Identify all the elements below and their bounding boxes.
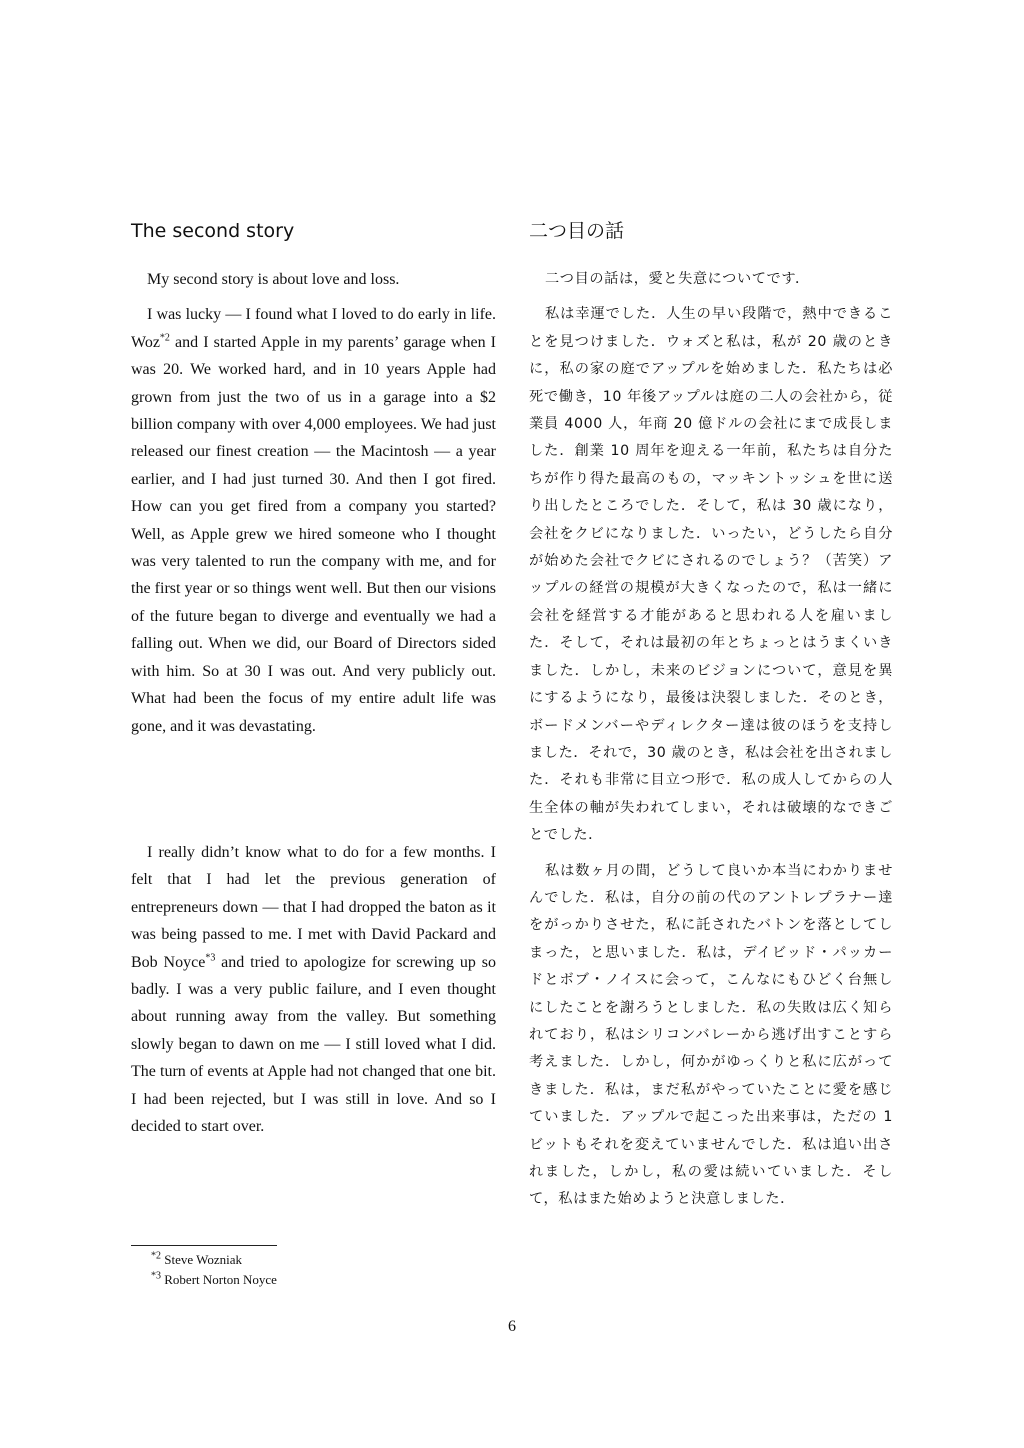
footnote-mark: *3	[151, 1270, 161, 1282]
paragraph-text: and tried to apologize for screwing up so badly. I was a very public failure, and I even thought about running away from the valley. But something slowly began to dawn on me — I still loved what I did. The turn of events at Apple had not changed that one bit. I had been rejected, but I was still in love. And so I decided to start over.	[131, 953, 497, 1135]
paragraph: 私は幸運でした．人生の早い段階で，熱中できることを見つけました．ウォズと私は，私が 20 歳のときに，私の家の庭でアップルを始めました．私たちは必死で働き，10 年後アップルは庭の二人の会社から，従業員 4000 人，年商 20 億ドルの会社にまで成長しました．創業 10 周年を迎える一年前，私たちは自分たちが作り得た最高のもの，マッキントッシュを世に送り出したところでした．そして，私は 30 歳になり，会社をクビになりました．いったい，どうしたら自分が始めた会社でクビにされるのでしょう？（苦笑）アップルの経営の規模が大きくなったので，私は一緒に会社を経営する才能があると思われる人を雇いました．そして，それは最初の年とちょっとはうまくいきました．しかし，未来のビジョンについて，意見を異にするようになり，最後は決裂しました．そのとき，ボードメンバーやディレクター達は彼のほうを支持しました．それで，30 歳のとき，私は会社を出されました．それも非常に目立つ形で．私の成人してからの人生全体の軸が失われてしまい，それは破壊的なできごとでした．	[529, 306, 893, 844]
footnote-mark[interactable]: *3	[205, 952, 216, 964]
footnote-mark[interactable]: *2	[159, 332, 170, 344]
footnote-text: Steve Wozniak	[161, 1252, 243, 1267]
paragraph-text: I was lucky — I found what I loved to do early in life. Woz	[131, 306, 496, 351]
footnote-text: Robert Norton Noyce	[161, 1272, 277, 1287]
paragraph: 二つ目の話は，愛と失意についてです．	[545, 271, 810, 287]
english-column	[131, 216, 496, 1140]
paragraph	[131, 301, 496, 740]
paragraph: 私は数ヶ月の間，どうして良いか本当にわかりませんでした．私は，自分の前の代のアントレプラナー達をがっかりさせた，私に託されたバトンを落としてしまった，と思いました．私は，デイビッド・パッカードとボブ・ノイスに会って，こんなにもひどく台無しにしたことを謝ろうとしました．私の失敗は広く知られており，私はシリコンバレーから逃げ出すことすら考えました．しかし，何かがゆっくりと私に広がってきました．私は，まだ私がやっていたことに愛を感じていました．アップルで起こった出来事は，ただの 1 ビットもそれを変えていませんでした．私は追い出されました，しかし，私の愛は続いていました．そして，私はまた始めようと決意しました．	[529, 862, 893, 1208]
section-heading-english: The second story	[131, 220, 295, 242]
paragraph: My second story is about love and loss.	[147, 271, 400, 288]
page-number: 6	[508, 1318, 516, 1335]
footnote-rule	[131, 1245, 277, 1246]
section-heading-japanese: 二つ目の話	[529, 220, 625, 242]
footnote	[131, 1250, 431, 1270]
paragraph	[131, 839, 496, 1140]
paragraph-text: I really didn’t know what to do for a few months. I felt that I had let the previous generation of entrepreneurs down — that I had dropped the baton as it was being passed to me. I met with David Packard and Bob Noyce	[131, 843, 496, 971]
paragraph-text: and I started Apple in my parents’ garage when I was 20. We worked hard, and in 10 years Apple had grown from just the two of us in a garage into a $2 billion company with over 4,000 employees. We had just released our finest creation — the Macintosh — a year earlier, and I had just turned 30. And then I got fired. How can you get fired from a company you started? Well, as Apple grew we hired someone who I thought was very talented to run the company with me, and for the first year or so things went well. But then our visions of the future began to diverge and eventually we had a falling out. When we did, our Board of Directors sided with him. So at 30 I was out. And very publicly out. What had been the focus of my entire adult life was gone, and it was devastating.	[131, 333, 496, 735]
footnote-mark: *2	[151, 1250, 161, 1262]
footnote	[131, 1270, 431, 1290]
footnotes	[131, 1245, 431, 1290]
japanese-column	[529, 216, 893, 1214]
